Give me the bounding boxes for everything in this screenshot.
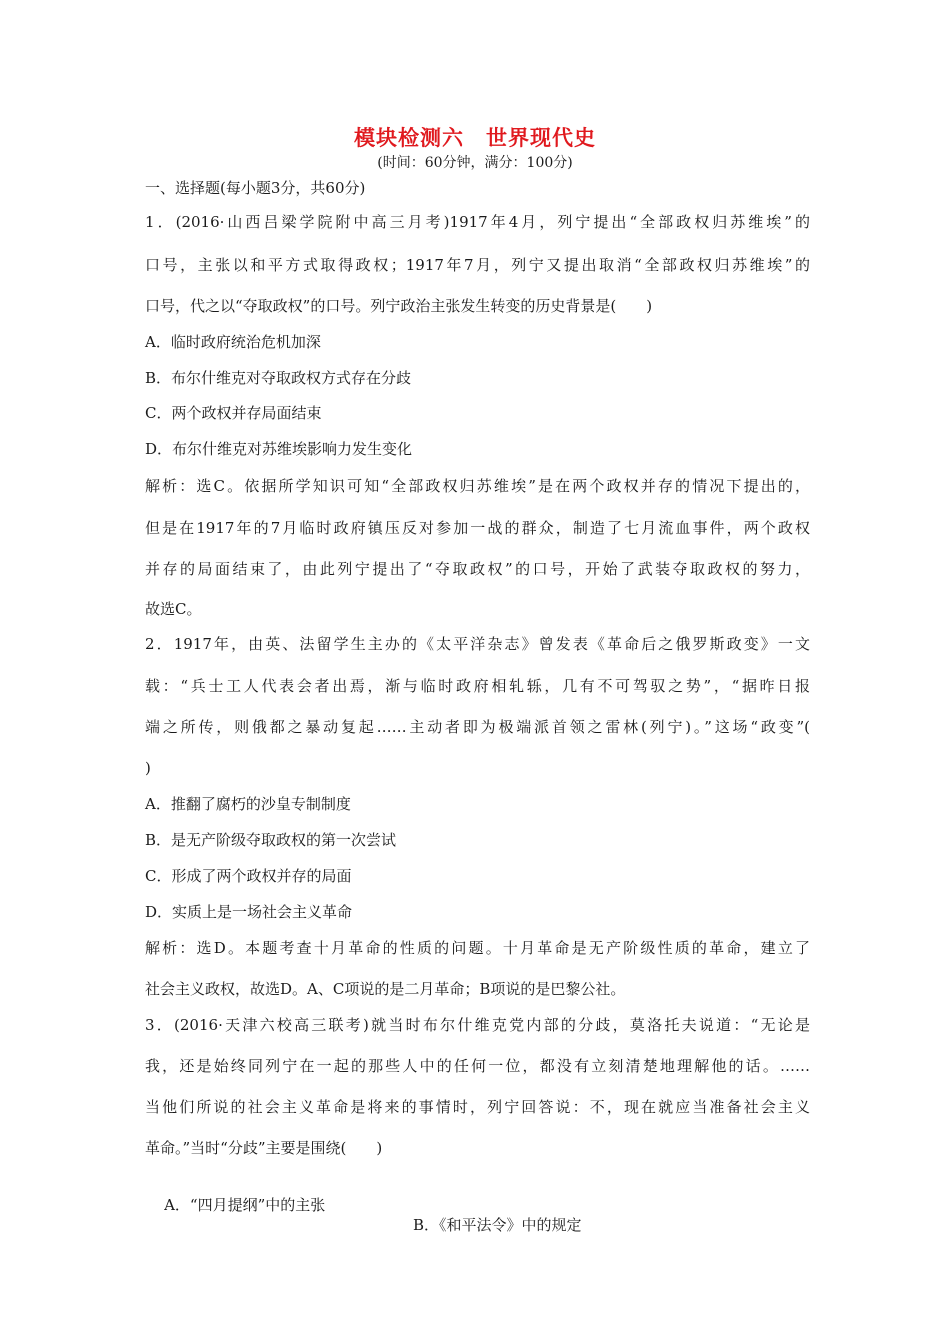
q1-analysis-line: 解析：选C。依据所学知识可知“全部政权归苏维埃”是在两个政权并存的情况下提出的，	[145, 477, 810, 495]
q1-option-d: D．布尔什维克对苏维埃影响力发生变化	[145, 440, 413, 458]
q1-stem-line: 口号，主张以和平方式取得政权；1917年7月，列宁又提出取消“全部政权归苏维埃”的	[145, 256, 810, 274]
q2-option-c: C．形成了两个政权并存的局面	[145, 867, 352, 885]
q2-analysis-line: 解析：选D。本题考查十月革命的性质的问题。十月革命是无产阶级性质的革命，建立了	[145, 939, 810, 957]
q3-stem-line: 我，还是始终同列宁在一起的那些人中的任何一位，都没有立刻清楚地理解他的话。……	[145, 1057, 810, 1075]
q1-option-b: B．布尔什维克对夺取政权方式存在分歧	[145, 369, 412, 387]
q2-stem-line: 端之所传，则俄都之暴动复起……主动者即为极端派首领之雷林(列宁)。”这场“政变”(	[145, 718, 810, 736]
q2-analysis-line: 社会主义政权，故选D。A、C项说的是二月革命；B项说的是巴黎公社。	[145, 980, 626, 998]
q3-option-a: A．“四月提纲”中的主张	[164, 1196, 326, 1214]
page-title: 模块检测六 世界现代史	[354, 126, 596, 150]
q1-option-a: A．临时政府统治危机加深	[145, 333, 321, 351]
q2-stem-line: 2．1917年，由英、法留学生主办的《太平洋杂志》曾发表《革命后之俄罗斯政变》一文	[145, 635, 810, 653]
q3-options-row	[145, 1175, 810, 1255]
q1-stem-line: 1．(2016·山西吕梁学院附中高三月考)1917年4月，列宁提出“全部政权归苏维埃”的	[145, 213, 810, 231]
q2-stem-line: 载：“兵士工人代表会者出焉，渐与临时政府相轧轹，几有不可驾驭之势”，“据昨日报	[145, 677, 810, 695]
q2-option-a: A．推翻了腐朽的沙皇专制制度	[145, 795, 351, 813]
page-subtitle: (时间：60分钟，满分：100分)	[377, 155, 573, 171]
q1-analysis-line: 但是在1917年的7月临时政府镇压反对参加一战的群众，制造了七月流血事件，两个政权	[145, 519, 810, 537]
q1-analysis-line: 并存的局面结束了，由此列宁提出了“夺取政权”的口号，开始了武装夺取政权的努力，	[145, 560, 810, 578]
q1-stem-line: 口号，代之以“夺取政权”的口号。列宁政治主张发生转变的历史背景是( )	[145, 297, 653, 315]
section-heading: 一、选择题(每小题3分，共60分)	[145, 179, 366, 197]
q3-option-b: B．《和平法令》中的规定	[413, 1216, 582, 1234]
q3-stem-line: 当他们所说的社会主义革命是将来的事情时，列宁回答说：不，现在就应当准备社会主义	[145, 1098, 810, 1116]
q1-option-c: C．两个政权并存局面结束	[145, 404, 322, 422]
q2-option-d: D．实质上是一场社会主义革命	[145, 903, 353, 921]
q2-stem-line: )	[145, 759, 151, 777]
q1-analysis-line: 故选C。	[145, 600, 202, 618]
q3-stem-line: 革命。”当时“分歧”主要是围绕( )	[145, 1139, 383, 1157]
q2-option-b: B．是无产阶级夺取政权的第一次尝试	[145, 831, 397, 849]
q3-stem-line: 3．(2016·天津六校高三联考)就当时布尔什维克党内部的分歧，莫洛托夫说道：“无论是	[145, 1016, 810, 1034]
